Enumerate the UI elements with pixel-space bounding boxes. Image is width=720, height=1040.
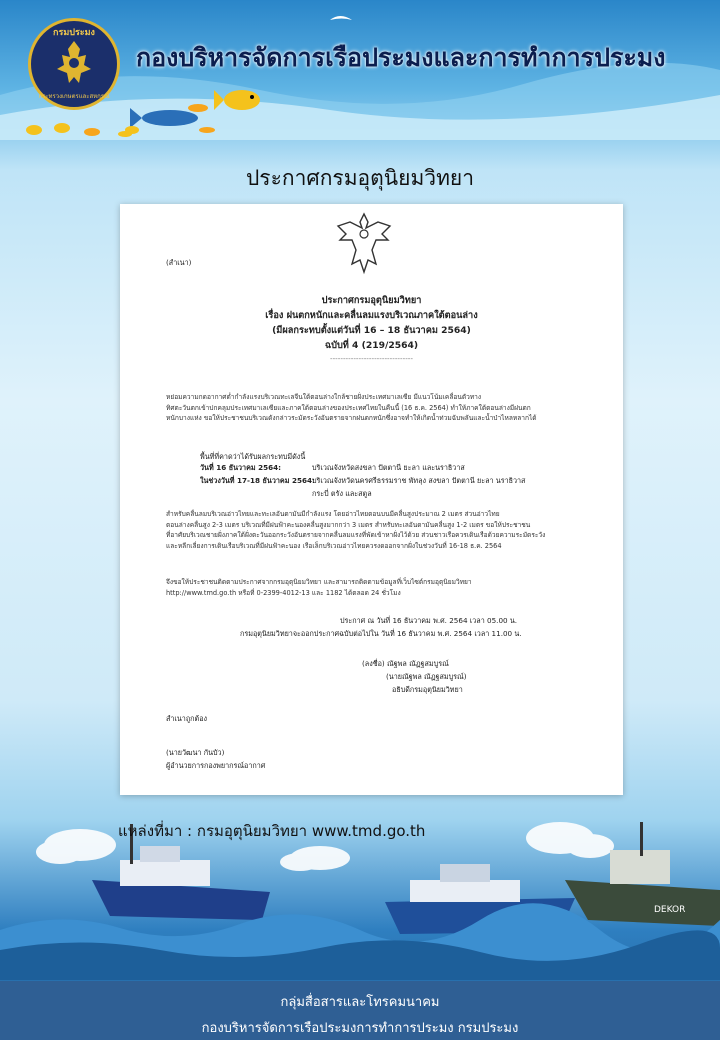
paragraph-2 xyxy=(166,509,545,551)
day1-label: วันที่ 16 ธันวาคม 2564: xyxy=(200,463,281,472)
source-line: แหล่งที่มา : กรมอุตุนิยมวิทยา www.tmd.go.th xyxy=(118,822,426,840)
certifier-title: ผู้อำนวยการกองพยากรณ์อากาศ xyxy=(166,761,266,770)
day2-label: ในช่วงวันที่ 17-18 ธันวาคม 2564: xyxy=(200,476,315,485)
announcement-document xyxy=(120,204,623,795)
small-fish-icon xyxy=(22,120,172,140)
copy-label: (สำเนา) xyxy=(166,258,192,267)
boat-hull-label: DEKOR xyxy=(654,905,686,915)
areas-intro: พื้นที่ที่คาดว่าได้รับผลกระทบมีดังนี้ xyxy=(200,452,306,461)
certified-label: สำเนาถูกต้อง xyxy=(166,714,208,723)
day1-areas: บริเวณจังหวัดสงขลา ปัตตานี ยะลา และนราธิวาส xyxy=(312,463,465,472)
paragraph-2-line: ตอนล่างคลื่นสูง 2-3 เมตร บริเวณที่มีฝนฟ้าคะนองคลื่นสูงมากกว่า 3 เมตร สำหรับทะเลอันดามันคลื่นสูง 1-2 เมตร ขอให้ประชาชน xyxy=(166,520,531,529)
paragraph-2-line: และหลีกเลี่ยงการเดินเรือบริเวณที่มีฝนฟ้าคะนอง เรือเล็กบริเวณอ่าวไทยควรงดออกจากฝั่งในช่วงวันที่ 16-18 ธ.ค. 2564 xyxy=(166,541,502,550)
divider: -------------------------------- xyxy=(330,354,413,363)
emblem-icon xyxy=(53,39,95,87)
effective-dates: (มีผลกระทบตั้งแต่วันที่ 16 – 18 ธันวาคม 2564) xyxy=(272,325,471,336)
signer-name: (นายณัฐพล ณัฏฐสมบูรณ์) xyxy=(386,672,467,681)
announced-date: ประกาศ ณ วันที่ 16 ธันวาคม พ.ศ. 2564 เวลา 05.00 น. xyxy=(340,616,518,625)
announcement-subject: เรื่อง ฝนตกหนักและคลื่นลมแรงบริเวณภาคใต้ตอนล่าง xyxy=(265,310,478,321)
announcement-title: ประกาศกรมอุตุนิยมวิทยา xyxy=(321,295,422,306)
paragraph-3-line: http://www.tmd.go.th หรือที่ 0-2399-4012-13 และ 1182 ได้ตลอด 24 ชั่วโมง xyxy=(166,588,401,597)
fishing-boats-scene xyxy=(0,820,720,980)
certifier-name: (นายวัฒนา กันบัว) xyxy=(166,748,225,757)
footer-group-name: กลุ่มสื่อสารและโทรคมนาคม xyxy=(280,995,440,1010)
paragraph-3-line: จึงขอให้ประชาชนติดตามประกาศจากกรมอุตุนิยมวิทยา และสามารถติดตามข้อมูลที่เว็บไซต์กรมอุตุนิยมวิทยา xyxy=(166,578,472,586)
paragraph-2-line: ที่อาศัยบริเวณชายฝั่งภาคใต้ฝั่งตะวันออกระวังอันตรายจากคลื่นลมแรงที่พัดเข้าหาฝั่งไว้ด้วย ส่วนชาวเรือควรเดินเรือด้วยความระมัดระวัง xyxy=(166,531,546,539)
logo-top-text: กรมประมง xyxy=(53,28,95,38)
signer-title: อธิบดีกรมอุตุนิยมวิทยา xyxy=(392,685,463,694)
logo-bottom-text: กระทรวงเกษตรและสหกรณ์ xyxy=(38,93,110,100)
signature-line: (ลงชื่อ) ณัฐพล ณัฏฐสมบูรณ์ xyxy=(362,659,449,668)
footer-bar xyxy=(0,981,720,1040)
department-logo xyxy=(28,18,120,110)
garuda-emblem-icon xyxy=(332,210,396,276)
header-banner xyxy=(0,0,720,140)
footer-division-name: กองบริหารจัดการเรือประมงการทำการประมง กรมประมง xyxy=(201,1021,519,1036)
paragraph-3 xyxy=(166,577,472,598)
paragraph-1 xyxy=(166,392,537,424)
next-issue: กรมอุตุนิยมวิทยาจะออกประกาศฉบับต่อไปใน วันที่ 16 ธันวาคม พ.ศ. 2564 เวลา 11.00 น. xyxy=(240,629,522,638)
paragraph-1-line: หย่อมความกดอากาศต่ำกำลังแรงบริเวณทะเลจีนใต้ตอนล่างใกล้ชายฝั่งประเทศมาเลเซีย มีแนวโน้มเคลื่อนตัวทาง xyxy=(166,393,482,401)
day2-areas: บริเวณจังหวัดนครศรีธรรมราช พัทลุง สงขลา ปัตตานี ยะลา นราธิวาส xyxy=(312,476,526,485)
paragraph-2-line: สำหรับคลื่นลมบริเวณอ่าวไทยและทะเลอันดามันมีกำลังแรง โดยอ่าวไทยตอนบนมีคลื่นสูงประมาณ 2 เมตร ส่วนอ่าวไทย xyxy=(166,510,500,518)
document-heading: ประกาศกรมอุตุนิยมวิทยา xyxy=(245,166,475,190)
paragraph-1-line: หนักบางแห่ง ขอให้ประชาชนบริเวณดังกล่าวระมัดระวังอันตรายจากฝนตกหนักซึ่งอาจทำให้เกิดน้ำท่วมฉับพลันและน้ำป่าไหลหลากได้ xyxy=(166,414,537,422)
issue-number: ฉบับที่ 4 (219/2564) xyxy=(324,340,419,351)
department-title: กองบริหารจัดการเรือประมงและการทำการประมง xyxy=(136,43,666,72)
day2-areas-cont: กระบี่ ตรัง และสตูล xyxy=(312,489,372,498)
paragraph-1-line: ทิศตะวันตกเข้าปกคลุมประเทศมาเลเซียและภาคใต้ตอนล่างของประเทศไทยในคืนนี้ (16 ธ.ค. 2564) ทำให้ภาคใต้ตอนล่างมีฝนตก xyxy=(166,403,531,412)
